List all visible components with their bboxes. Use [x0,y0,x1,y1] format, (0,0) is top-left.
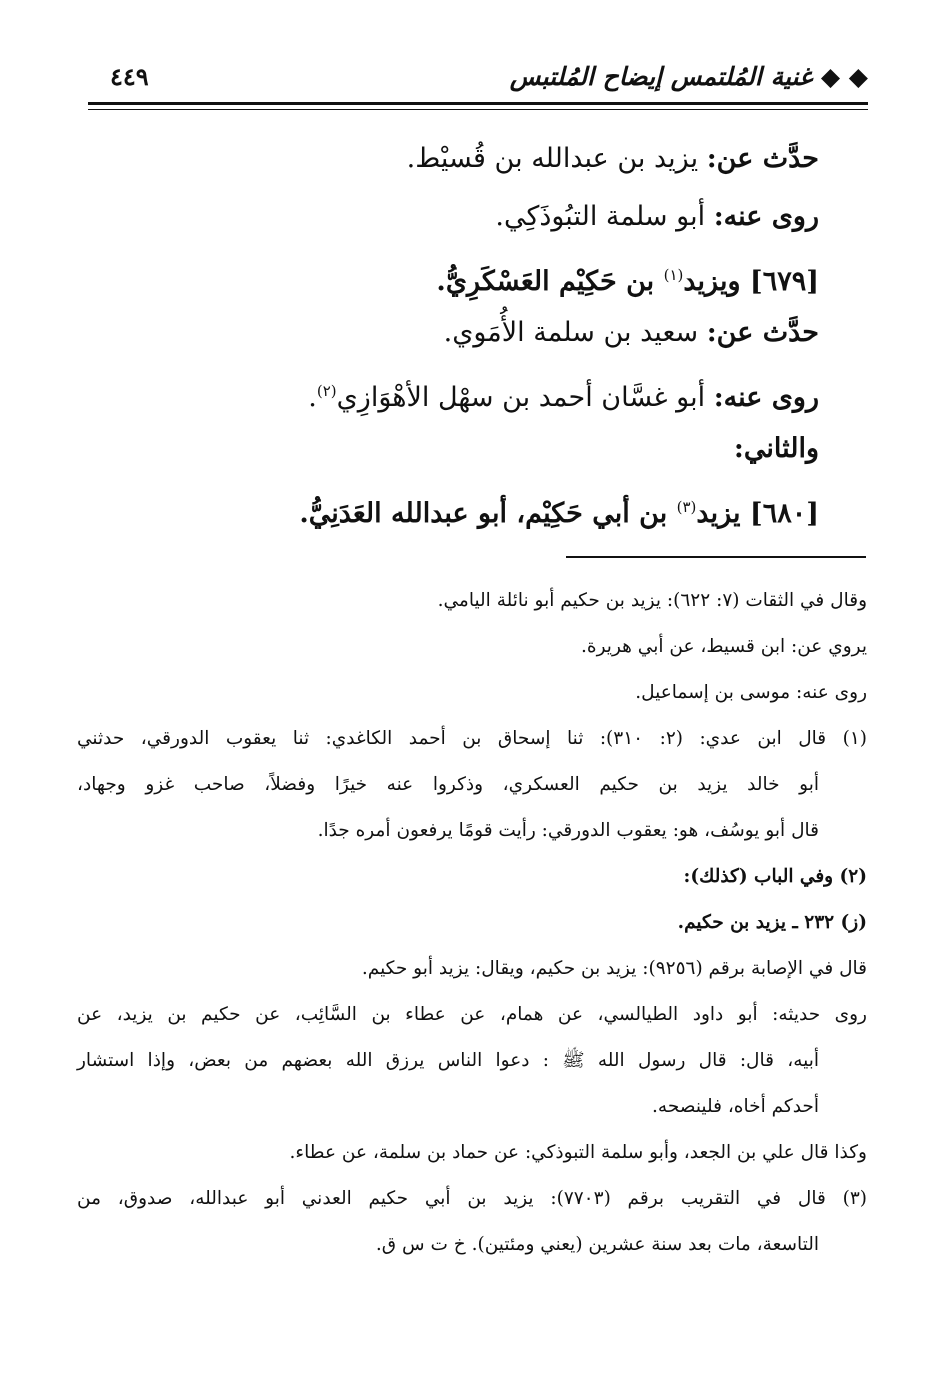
footnote-line: وقال في الثقات (٧: ٦٢٢): يزيد بن حكيم أبو نائلة اليامي. [437,590,867,611]
entry-679-heading [119,246,819,304]
entry-number: [٦٧٩] [740,266,819,297]
line-end: . [308,382,317,413]
page-number: ٤٤٩ [110,62,149,91]
main-line-4 [119,304,819,362]
footnote-ref-3[interactable]: (٣) [676,498,697,516]
footnote-1-line: (١) قال ابن عدي: (٢: ٣١٠): ثنا إسحاق بن أحمد الكاغدي: ثنا يعقوب الدورقي، حدثني [77,728,867,749]
footnote-ref-1[interactable]: (١) [663,266,684,284]
footnote-line: أبيه، قال: قال رسول الله ﷺ : دعوا الناس يرزق الله بعضهم من بعض، وإذا استشار [77,1050,819,1071]
footnote-separator [566,556,866,558]
entry-name-rest: بن أبي حَكِيْم، أبو عبدالله العَدَنِيُّ. [299,498,677,529]
footnote-3-line: التاسعة، مات بعد سنة عشرين (يعني ومئتين). خ ت س ق. [375,1234,819,1255]
footnote-1-line: أبو خالد يزيد بن حكيم العسكري، وذكروا عنه خيرًا وفضلاً، صاحب غزو وجهاد، [77,774,819,795]
entry-name: ويزيد [683,266,741,297]
line-text: سعيد بن سلمة الأُمَوي. [443,317,707,348]
footnote-ref-2[interactable]: (٢) [316,382,337,400]
footnote-3-line: (٣) قال في التقريب برقم (٧٧٠٣): يزيد بن أبي حكيم العدني أبو عبدالله، صدوق، من [77,1188,867,1209]
label-narrated-from: حدَّث عن: [706,317,819,348]
running-title: ◆ ◆ غنية المُلتمس إيضاح المُلتبس [509,62,868,91]
footnotes [77,578,867,1268]
entry-name: يزيد [696,498,741,529]
footnote-line: يروي عن: ابن قسيط، عن أبي هريرة. [581,636,867,657]
main-line-2 [119,188,819,246]
line-text: يزيد بن عبدالله بن قُسيْط. [406,143,707,174]
footnote-line: أحدكم أخاه، فلينصحه. [652,1096,819,1117]
main-text [119,130,819,536]
label-second: والثاني: [733,433,819,464]
footnote-line: قال في الإصابة برقم (٩٢٥٦): يزيد بن حكيم، ويقال: يزيد أبو حكيم. [361,958,867,979]
footnote-2-entry: (ز) ٢٣٢ ـ يزيد بن حكيم. [677,912,867,933]
header-rule-thick [88,102,868,105]
footnote-2-heading: (٢) وفي الباب (كذلك): [683,866,867,887]
main-line-6 [119,420,819,478]
label-narrated-from: حدَّث عن: [706,143,819,174]
entry-name-rest: بن حَكِيْم العَسْكَرِيُّ. [436,266,664,297]
line-text: أبو غسَّان أحمد بن سهْل الأهْوَازِي [336,382,714,413]
label-narrated-by: روى عنه: [713,201,819,232]
entry-number: [٦٨٠] [740,498,819,529]
main-line-1 [119,130,819,188]
header-rule-thin [88,109,868,110]
line-text: أبو سلمة التبُوذَكِي. [495,201,714,232]
footnote-1-line: قال أبو يوسُف، هو: يعقوب الدورقي: رأيت قومًا يرفعون أمره جدًا. [317,820,819,841]
page-header [88,58,868,98]
main-line-5 [119,362,819,420]
footnote-line: وكذا قال علي بن الجعد، وأبو سلمة التبوذكي: عن حماد بن سلمة، عن عطاء. [289,1142,867,1163]
entry-680-heading [119,478,819,536]
label-narrated-by: روى عنه: [713,382,819,413]
footnote-line: روى حديثه: أبو داود الطيالسي، عن همام، عن عطاء بن السَّائِب، عن حكيم بن يزيد، عن [77,1004,867,1025]
footnote-line: روى عنه: موسى بن إسماعيل. [635,682,867,703]
